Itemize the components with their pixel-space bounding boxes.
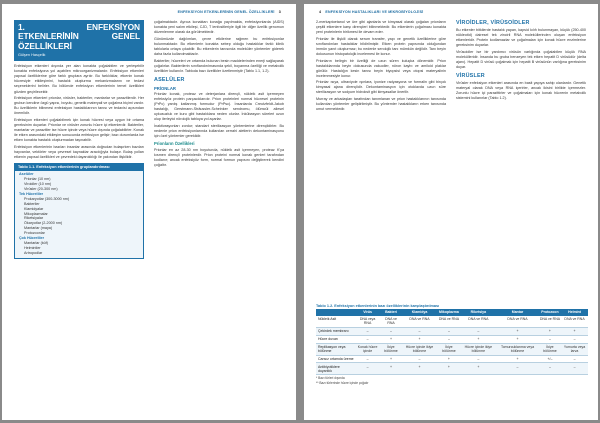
box-group-heading: Tek Hücreliler [19,191,44,196]
table-cell: DNA ve RNA [402,316,438,328]
running-header-title: ENFEKSİYON ETKENLERİNİN GENEL ÖZELLİKLERİ [177,10,275,14]
table-cell: + [496,335,539,343]
right-column-1 [316,20,446,114]
paragraph: Prionlar en az 28-30 nm boyutunda, nükleik asit içermeyen, proteaz K'ya kısmen dirençli proteinlerdir. Prion proteini normal konak genleri tarafından kodlanır; ancak enfeksiyöz form, normal formun yapısını değiştirerek kendini çoğaltır. [154,147,284,167]
table-header-cell: Protozoon [539,309,561,316]
paragraph: Murray ve arkadaşları tarafından tanımlanan ve prion hastalıklarının tanısında kullanılan yöntemler geliştirilmiştir. Bu yöntemler hastalıkların erken tanısında umut vermektedir. [316,97,446,112]
left-page [2,4,296,420]
table-cell: + [437,355,460,363]
table-row [316,327,588,335]
table-cell: DNA ve RNA [460,316,496,328]
paragraph: Bu etkenler bitkilerde hastalık yapan, kapsid kılıfı bulunmayan, küçük (250-400 nükleotid) dairesel tek zincirli RNA moleküllerinden oluşan enfeksiyon etkenleridir. Protein kodlamazlar ve çoğalmaları için konak hücre enzimlerine gereksinim duyarlar. [456,28,586,48]
box-group-item: Mantarlar (maya) [24,226,53,231]
table-cell: – [402,327,438,335]
table-cell: DNA ve RNA [539,316,561,328]
table-cell: – [355,327,381,335]
table-cell: DNA ve RNA [496,316,539,328]
table-cell: + [561,327,588,335]
left-column-2 [154,20,284,169]
box-group-item: Mikoplazmalar [24,211,48,216]
table-cell: + [496,327,539,335]
table-cell: – [355,363,381,375]
table-row-label: Cansız ortamda üreme [318,356,354,361]
table-note: * Bazı türleri dışında [316,376,345,381]
paragraph: Prionların belirgin bir özelliği de uzun süren kuluçka dönemidir. Prion hastalıklarında beyin dokusunda vakuoller, nöron kaybı ve amiloid plaklar görülür. Hastalığın kesin tanısı beyin biyopsisi veya otopsi materyalinin incelenmesiyle konur. [316,58,446,78]
box-group-item: Riketsiyalar [24,216,44,221]
table-header-cell: Helmint [561,309,588,316]
page-number: 3 [278,10,281,14]
box-group-item: Virüsler (20-300 nm) [24,187,58,192]
table-cell: + [539,327,561,335]
table-row-label: Replikasyon veya bölünme [316,343,355,355]
table-cell: + [402,335,438,343]
table-row [316,343,588,355]
table-cell: Tomurcuklanma veya bölünme [496,343,539,355]
table-row-label: Nükleik Asit [316,316,355,328]
chapter-title: 1. ENFEKSİYON ETKENLERİNİN GENEL ÖZELLİKLERİ [18,22,140,51]
box-body [15,171,143,258]
running-header-title: ENFEKSİYON HASTALIKLARI VE MİKROBİYOLOJİSİ [325,10,424,14]
right-page [304,4,598,420]
table-cell: – [355,335,381,343]
table-cell: + [402,363,438,375]
table-cell: – [402,355,438,363]
table-header-cell [316,309,355,316]
box-group-item: Prokaryotlar (300-3000 nm) [24,196,70,201]
table-row-label: Çekirdek membranı [316,327,355,335]
table-row [316,335,588,343]
table-cell: – [561,363,588,375]
running-header [178,10,284,14]
table-cell: DNA ve RNA [380,316,401,328]
table-cell: + [460,363,496,375]
table-cell: + [437,363,460,375]
table-cell: Konak hücre içinde [355,343,381,355]
box-group-item: Protozoonlar [24,231,45,236]
table-cell: – [561,335,588,343]
table-cell: – [460,355,496,363]
table-header-cell: Mikoplazma [439,310,459,315]
section-heading-viroid: VİROİDLER, VİRÜSOİDLER [456,20,530,26]
table-header-cell: Klamidya [402,309,438,316]
paragraph: Enfeksiyon etkenleri prionlar, virüsler, bakteriler, mantarlar ve parazitlerdir. Her grubun kendine özgü yapısı, boyutu, genetik materyali ve çoğalma biçimi vardır. Bu özelliklerin bilinmesi enfeksiyon hastalıklarının tanısı ve tedavisi açısından önemlidir. [14,96,144,116]
table-cell: +/– [539,355,561,363]
paragraph: Enfeksiyon etkenleri çoğalabilmek için konak hücresi veya uygun bir ortama gereksinim duyarlar. Prionlar ve virüsler zorunlu hücre içi etkenlerdir. Bakteriler, mantarlar ve parazitler ise hücre içinde veya hücre dışında çoğalabilirler. Konak ile etken arasındaki etkileşim sonucunda enfeksiyon gelişir; bazı durumlarda ise etken konakta hastalık oluşturmadan taşınabilir. [14,117,144,143]
table-cell: Yumurta veya larva [561,343,588,355]
box-group-item: Bakteriler [24,201,40,206]
table-cell: Hücre içinde ikiye bölünme [402,343,438,355]
box-group-item: Klamidyalar [24,206,44,211]
table-cell: İkiye bölünme [539,343,561,355]
table-cell: + [380,363,401,375]
table-cell: + [496,355,539,363]
right-column-2 [456,20,586,103]
section-heading-aseluler: ASELÜLER [154,76,185,83]
chapter-title-block [14,20,144,61]
table-cell: DNA ve RNA [561,316,588,328]
table-row [316,355,588,363]
paragraph: Prionlar ile ilişkili olarak serum transfer, yapı ve genetik özelliklerine göre sınıflandırılan hastalıklar bildirilmiştir. Etken protein yapısında olduğundan immün yanıt oluşturmaz; bu nedenle serolojik tanı mümkün değildir. Tanı beyin dokusunun histopatolojik incelemesi ile konur. [316,36,446,56]
table-header-cell: Virüs [355,309,381,316]
paragraph: Virüsoidler ise bir yardımcı virüsün varlığında çoğalabilen küçük RNA molekülleridir. İnsanda bu gruba benzeyen tek etken hepatit D virüsüdür (delta ajanı). Hepatit D virüsü çoğalmak için hepatit B virüsünün varlığına gereksinim duyar. [456,49,586,69]
table-cell: + [380,355,401,363]
chapter-author: Gülşen Hasçelik [18,53,46,58]
table-cell: – [561,355,588,363]
table-row [316,316,588,328]
table-header-cell: Bakteri [380,309,401,316]
paragraph: Prionlar konak, proteaz ve deterjanlara dirençli, nükleik asit içermeyen enfeksiyöz protein parçacıklarıdır. Prion proteinleri normal hücresel proteinin (PrPc) yanlış katlanmış formudur (PrPsc). İnsanlarda Creutzfeldt-Jakob hastalığı, Gerstmann-Sträussler-Scheinker sendromu, ölümcül ailesel uykusuzluk ve kuru gibi hastalıklara neden olurlar. İnkübasyon süreleri uzun olup ilerleyici nörolojik tabloya yol açarlar. [154,92,284,122]
box-group-item: Viroidler (10 nm) [24,182,52,187]
table-cell: – [496,363,539,375]
paragraph: 2-merkaptoetanol ve üre gibi ajanlarla ve kimyasal olarak çoğalan prionların çeşitli etkenlere karşı dirençleri bilinmektedir. Bu etkenlerin çoğalması konakta yeni proteinlerin birikmesi ile devam eder. [316,20,446,35]
paragraph: Prionlar ısıya, ultraviyole ışınlara, iyonize radyasyona ve formalin gibi birçok kimyasal ajana dirençlidir. Dekontaminasyon için otoklavda uzun süre sterilizasyon ve sodyum hidroksit gibi kimyasallar önerilir. [316,80,446,95]
paragraph: çoğalmaktadır. Ayrıca konaktan konağa yayılmakta, enfeksiyonlarda (AIDS) konakta yeni salım etkileşi, CJD, T lenfositleriyle ilgili bir diğer özellik genomun düzenlenme olarak da görülmektedir. [154,20,284,35]
table-row [316,363,588,375]
table-header-cell: Riketsiya [460,309,496,316]
paragraph: Günümüzde dağılımları, çevre etkilerine rağmen bu enfeksiyonlar bulunmaktadır. Bu etkenlerin konakta sebep olduğu hastalıklar farklı klinik tablolarla ortaya çıkabilir. Bu etkenlerin tanısında moleküler yöntemler giderek daha fazla kullanılmaktadır. [154,36,284,56]
table-cell: DNA ve RNA [437,316,460,328]
table-row-label: Hücre duvarı [316,335,355,343]
classification-table-box [14,163,144,259]
box-title: Tablo 1.1. Enfeksiyon etkenlerinin gruplandırılması [15,164,143,171]
subheading-prionlar: PRİONLAR [154,85,176,91]
running-header [316,10,423,14]
subheading-prion-properties: Prionların Özellikleri [154,141,195,147]
table-cell: – [380,327,401,335]
comparison-table [316,309,588,375]
table-header-cell: Mantar [496,309,539,316]
table-cell: – [437,327,460,335]
table-cell: + [380,335,401,343]
table-cell: + [460,335,496,343]
page-number: 4 [319,10,322,14]
table-cell: – [539,363,561,375]
table-cell: – [539,335,561,343]
box-group-item: Prionlar (10 nm) [24,177,51,182]
box-group-item: Artropodlar [24,250,43,255]
comparison-table-block [316,304,588,385]
left-column-1 [14,20,144,259]
table-cell: – [437,335,460,343]
table-cell: İkiye bölünme [437,343,460,355]
section-heading-virus: VİRÜSLER [456,72,485,79]
box-group-item: Ökaryotlar (2-2000 nm) [24,221,63,226]
table-note: ** Bazı türlerinde hücre içinde çoğalır [316,381,369,386]
paragraph: İnaktivasyonları zordur; standart sterilizasyon yöntemlerine dirençlidirler. Bu nedenle prion enfeksiyonlarında kullanılan cerrahi aletlerin dekontaminasyonu için özel yöntemler gereklidir. [154,124,284,139]
table-header-row [316,309,588,316]
box-group-heading: Çok Hücreliler [19,236,45,241]
table-cell: DNA veya RNA [355,316,381,328]
table-cell: – [460,327,496,335]
table-row-label: Antibiyotiklere duyarlılık [316,363,355,375]
table-cell: Hücre içinde ikiye bölünme [460,343,496,355]
paragraph: Bakteriler, hücreleri ve ortamda bulunan besin maddelerinden enerji sağlayarak çoğalırlar. Bakterilerin sınıflandırılmasında şekil, boyanma özelliği ve metabolik özellikler kullanılır. Tabloda bazı özellikler özetlenmiştir (Tablo 1.1, 1.2). [154,58,284,73]
paragraph: Enfeksiyon etkenlerinin bazıları insanlar arasında doğrudan bulaşırken bazıları hayvanlar, vektörler veya çevresel kaynaklar aracılığıyla bulaşır. Bulaş yolları etkenin yapısal özellikleri ve çevredeki dayanıklılığı ile yakından ilişkilidir. [14,144,144,159]
table-cell: İkiye bölünme [380,343,401,355]
box-group-item: Helmintler [24,245,41,250]
table-body [316,316,588,375]
paragraph: Enfeksiyon etkenleri dışında yer alan konakta çoğalabilen ve yerleşebilir konakta enfeksiyona yol açabilen mikroorganizmalardır. Enfeksiyon etkenleri yapısal özelliklerine göre farklı gruplara ayrılır. Bu farklılıklar, etkenin konak hücresiyle etkileşimini, hastalık oluşturma mekanizmalarını ve tedavi seçeneklerini belirler. Bu bölümde enfeksiyon etkenlerinin temel özellikleri gözden geçirilecektir. [14,64,144,94]
paragraph: Virüsler enfeksiyon etkenleri arasında en basit yapıya sahip olanlardır. Genetik materyal olarak DNA veya RNA içerirler, ancak ikisini birlikte içermezler. Zorunlu hücre içi parazittirler ve çoğalmaları için konak hücrenin metabolik sistemini kullanırlar (Tablo 1.2). [456,80,586,101]
table-title: Tablo 1.2. Enfeksiyon etkenlerinin bazı özelliklerinin karşılaştırılması [316,304,440,308]
table-cell: – [355,355,381,363]
box-group-item: Mantarlar (küf) [24,240,48,245]
box-group-heading: Aselüler [19,172,34,177]
